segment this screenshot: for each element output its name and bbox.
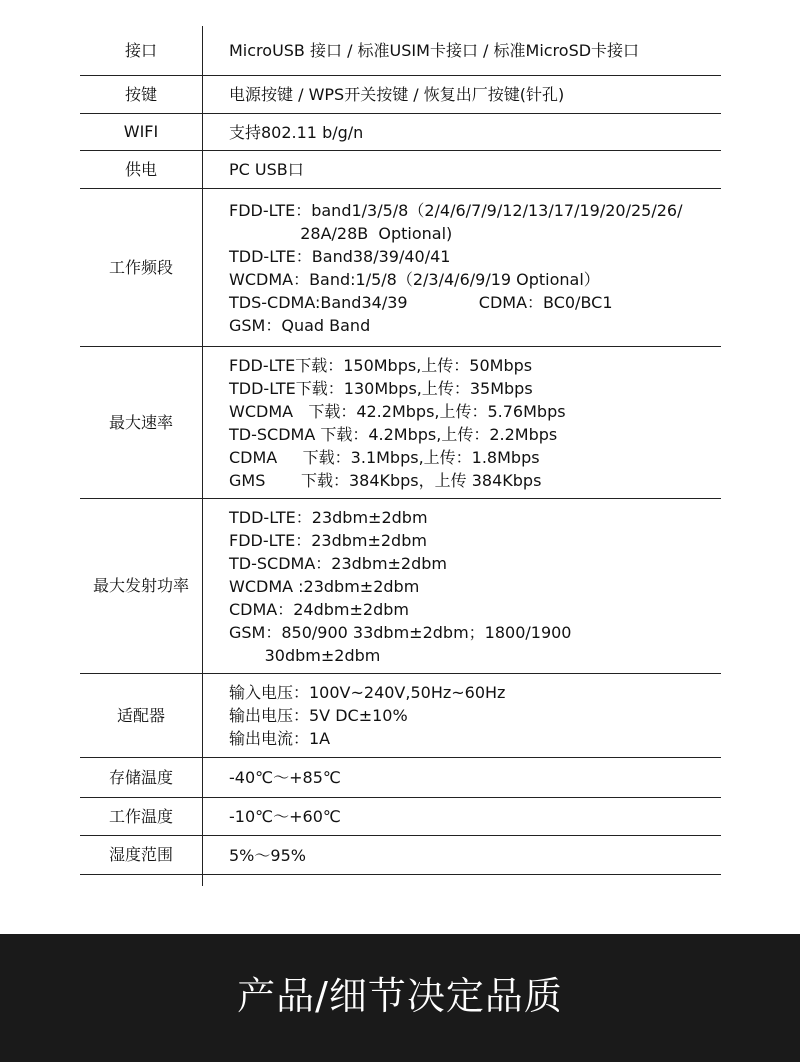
spec-value: 输入电压：100V~240V,50Hz~60Hz 输出电压：5V DC±10% 输出电流：1A	[229, 683, 506, 748]
spec-row-buttons	[80, 76, 721, 114]
spec-row-humidity	[80, 836, 721, 875]
spec-label: 适配器	[116, 705, 165, 725]
spec-value: FDD-LTE下载：150Mbps,上传：50Mbps TDD-LTE下载：130Mbps,上传：35Mbps WCDMA 下载：42.2Mbps,上传：5.76Mbps TD-SCDMA 下载：4.2Mbps,上传：2.2Mbps CDMA 下载：3.1Mbps,上传：1.8Mbps GMS 下载：384Kbps，上传 384Kbps	[229, 355, 566, 490]
spec-value: FDD-LTE：band1/3/5/8（2/4/6/7/9/12/13/17/19/20/25/26/ 28A/28B Optional) TDD-LTE：Band38/39/40/41 WCDMA：Band:1/5/8（2/3/4/6/9/19 Optional） TDS-CDMA:Band34/39 CDMA：BC0/BC1 GSM：Quad Band	[229, 200, 683, 335]
spec-row-max-power	[80, 499, 721, 674]
spec-row-work-temp	[80, 798, 721, 836]
spec-label: 最大发射功率	[92, 576, 189, 595]
spec-row-bands	[80, 189, 721, 347]
spec-value: 5%～95%	[229, 845, 306, 865]
spec-table	[80, 26, 721, 875]
spec-row-max-speed	[80, 347, 721, 499]
spec-value: PC USB口	[229, 160, 304, 179]
spec-row-wifi	[80, 114, 721, 151]
spec-row-interface	[80, 26, 721, 76]
banner-title: 产品/细节决定品质	[237, 974, 563, 1018]
spec-value: TDD-LTE：23dbm±2dbm FDD-LTE：23dbm±2dbm TD-SCDMA：23dbm±2dbm WCDMA :23dbm±2dbm CDMA：24dbm±2dbm GSM：850/900 33dbm±2dbm；1800/1900 30dbm±2dbm	[229, 507, 572, 665]
spec-value: MicroUSB 接口 / 标准USIM卡接口 / 标准MicroSD卡接口	[229, 41, 640, 60]
spec-label: 最大速率	[108, 412, 173, 432]
spec-label: 供电	[124, 159, 157, 179]
spec-value: 支持802.11 b/g/n	[229, 122, 364, 142]
spec-row-storage-temp	[80, 758, 721, 798]
spec-label: 工作温度	[108, 806, 173, 826]
spec-value: 电源按键 / WPS开关按键 / 恢复出厂按键(针孔)	[229, 85, 565, 104]
spec-row-power	[80, 151, 721, 189]
spec-label: 存储温度	[108, 767, 173, 787]
spec-label: 工作频段	[108, 257, 173, 277]
footer-banner	[0, 934, 800, 1062]
spec-label: 接口	[124, 40, 157, 60]
spec-label: 按键	[124, 84, 157, 104]
spec-value: -40℃～+85℃	[229, 768, 341, 787]
spec-value: -10℃～+60℃	[229, 807, 341, 826]
spec-label: WIFI	[123, 122, 159, 141]
spec-row-adapter	[80, 674, 721, 758]
spec-label: 湿度范围	[108, 845, 173, 864]
